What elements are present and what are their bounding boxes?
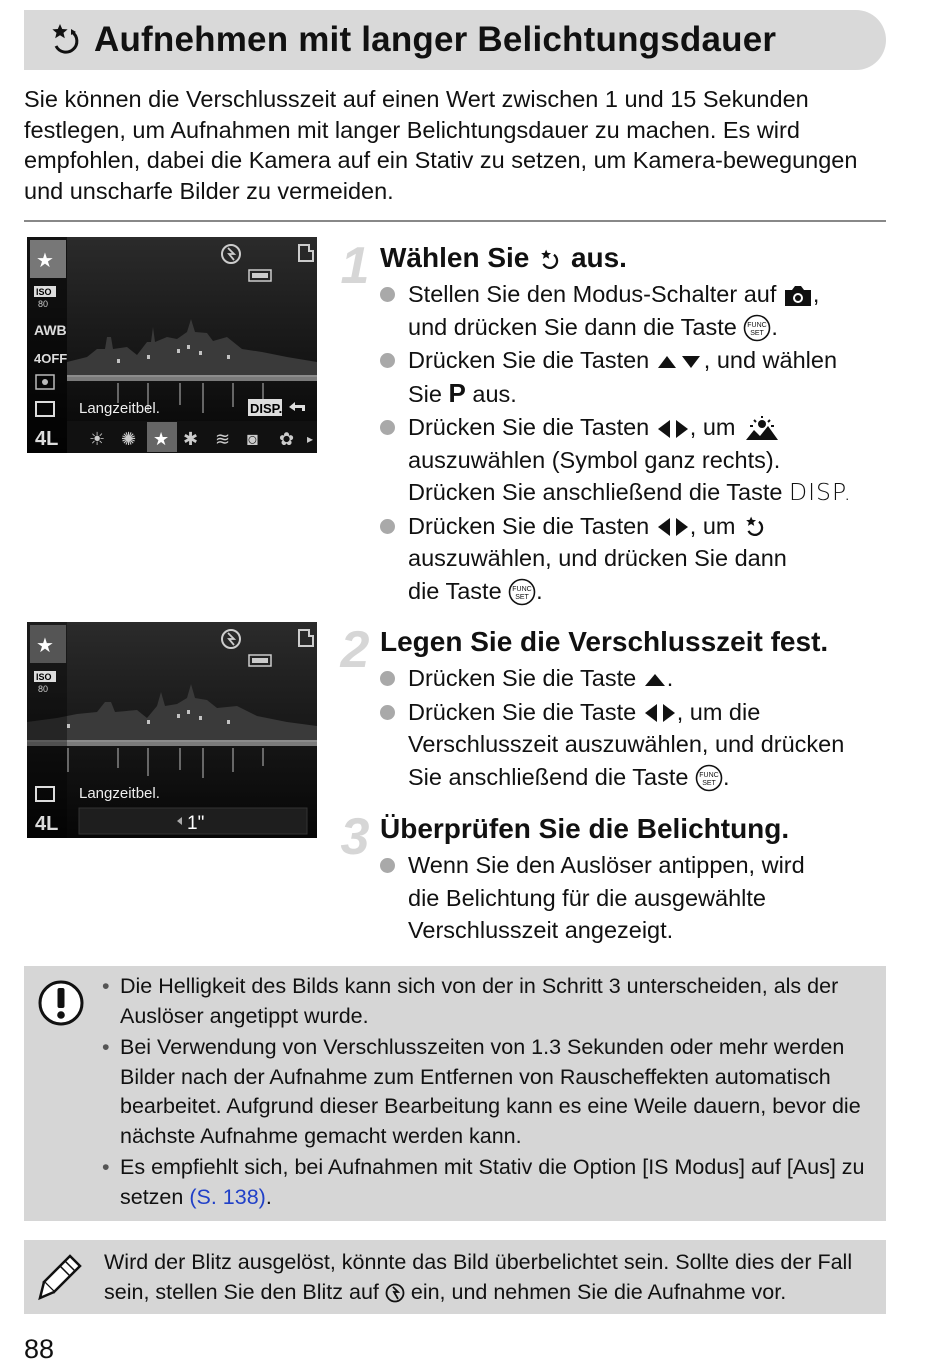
long-shutter-star-icon	[742, 514, 768, 540]
func-set-button-icon	[743, 314, 771, 342]
list-item: Wenn Sie den Auslöser antippen, wird die Belichtung für die ausgewählte Verschlusszeit angezeigt.	[380, 849, 830, 947]
svg-text:FUNC: FUNC	[699, 772, 719, 780]
caution-box	[24, 966, 886, 1221]
iso-value-2: 80	[38, 684, 49, 694]
night-scene-icon	[742, 416, 782, 442]
svg-text:FUNC: FUNC	[512, 586, 532, 594]
list-item: Drücken Sie die Taste .	[380, 662, 892, 695]
list-item: • Bei Verwendung von Verschlusszeiten von 1.3 Sekunden oder mehr werden Bilder nach der Aufnahme zum Entfernen von Rauscheffekten automatisch bearbeitet. Aufgrund dieser Bearbeitung kann es eine Weile dauern, bevor die nächste Aufnahme gemacht werden kann.	[120, 1033, 880, 1151]
svg-text:✿: ✿	[279, 429, 295, 449]
step-2	[332, 621, 892, 794]
left-right-arrows-icon	[656, 516, 690, 538]
step-2-bullets	[380, 662, 892, 793]
divider	[24, 220, 886, 222]
svg-text:◙: ◙	[247, 429, 258, 449]
iso-label: ISO	[36, 287, 52, 297]
list-item: Stellen Sie den Modus-Schalter auf , und drücken Sie dann die Taste FUNC SET .	[380, 278, 892, 343]
step-1	[332, 237, 892, 608]
page-title-bar	[24, 10, 886, 70]
svg-text:FUNC: FUNC	[747, 322, 768, 330]
svg-text:SET: SET	[515, 594, 529, 602]
caution-list	[120, 972, 880, 1214]
list-item: Drücken Sie die Tasten , um auszuwählen, und drücken Sie dann die Taste FUNC SET .	[380, 510, 892, 608]
left-right-arrows-icon	[643, 702, 677, 724]
up-arrow-icon	[643, 670, 667, 690]
svg-text:✺: ✺	[121, 429, 137, 449]
left-right-arrows-icon	[656, 418, 690, 440]
screen-mode-label-2: Langzeitbel.	[79, 785, 160, 802]
camera-screen-mode-select	[27, 237, 317, 453]
step-number: 3	[340, 808, 370, 866]
list-item: • Es empfiehlt sich, bei Aufnahmen mit Stativ die Option [IS Modus] auf [Aus] zu setzen (S. 138).	[120, 1153, 880, 1212]
shutter-value: 1"	[187, 813, 205, 834]
svg-text:▸: ▸	[307, 432, 314, 446]
program-mode-glyph: P	[448, 377, 466, 408]
caution-icon	[36, 978, 86, 1028]
step-number: 2	[340, 621, 370, 679]
iso-label-2: ISO	[36, 672, 52, 682]
page-reference-link[interactable]: (S. 138)	[189, 1184, 266, 1209]
svg-text:4L: 4L	[35, 813, 59, 835]
func-set-button-icon	[695, 764, 723, 792]
step-title: Überprüfen Sie die Belichtung.	[380, 813, 790, 844]
step-3-bullets	[380, 849, 892, 947]
list-item: • Die Helligkeit des Bilds kann sich von der in Schritt 3 unterscheiden, als der Auslöser angetippt wurde.	[120, 972, 880, 1031]
long-shutter-star-icon	[537, 247, 563, 273]
svg-text:SET: SET	[702, 780, 716, 788]
camera-mode-icon	[783, 284, 813, 308]
step-1-bullets	[380, 278, 892, 607]
svg-text:4L: 4L	[35, 428, 59, 450]
disp-label: DISP.	[250, 401, 283, 416]
svg-text:SET: SET	[750, 330, 765, 338]
svg-text:★: ★	[36, 635, 54, 657]
up-down-arrows-icon	[656, 352, 704, 372]
pencil-icon	[38, 1252, 84, 1302]
page-title: Aufnehmen mit langer Belichtungsdauer	[94, 20, 777, 59]
memo-box	[24, 1240, 886, 1314]
svg-text:☀: ☀	[89, 429, 106, 449]
list-item: Drücken Sie die Taste , um die Verschlusszeit auszuwählen, und drücken Sie anschließend die Taste FUNC SET .	[380, 696, 892, 794]
long-shutter-star-icon	[46, 20, 86, 60]
iso-value: 80	[38, 299, 49, 309]
screen-mode-label: Langzeitbel.	[79, 400, 160, 417]
flash-off-icon	[385, 1283, 405, 1303]
svg-text:✱: ✱	[183, 429, 199, 449]
list-item: Drücken Sie die Tasten , um auszuwählen (Symbol ganz rechts). Drücken Sie anschließend die Taste DISP.	[380, 411, 892, 509]
step-number: 1	[340, 237, 370, 295]
camera-screen-shutter	[27, 622, 317, 838]
svg-text:4OFF: 4OFF	[34, 351, 68, 366]
step-title: Legen Sie die Verschlusszeit fest.	[380, 626, 829, 657]
svg-text:★: ★	[153, 429, 170, 449]
step-3	[332, 808, 892, 948]
list-item: Drücken Sie die Tasten , und wählen Sie P aus.	[380, 344, 892, 410]
svg-text:AWB: AWB	[34, 322, 67, 338]
step-title: Wählen Sie aus.	[380, 242, 627, 273]
disp-button-label: DISP.	[789, 478, 852, 506]
page-number: 88	[24, 1334, 55, 1364]
intro-paragraph: Sie können die Verschlusszeit auf einen Wert zwischen 1 und 15 Sekunden festlegen, um Aufnahmen mit langer Belichtungsdauer zu machen. Es wird empfohlen, dabei die Kamera auf ein Stativ zu setzen, um Kamera-bewegungen und unscharfe Bilder zu vermeiden.	[24, 86, 858, 204]
func-set-button-icon	[508, 578, 536, 606]
svg-text:≋: ≋	[215, 429, 231, 449]
svg-text:★: ★	[36, 250, 54, 272]
memo-text: Wird der Blitz ausgelöst, könnte das Bild überbelichtet sein. Sollte dies der Fall sein, stellen Sie den Blitz auf ein, und nehmen Sie die Aufnahme vor.	[104, 1250, 853, 1304]
